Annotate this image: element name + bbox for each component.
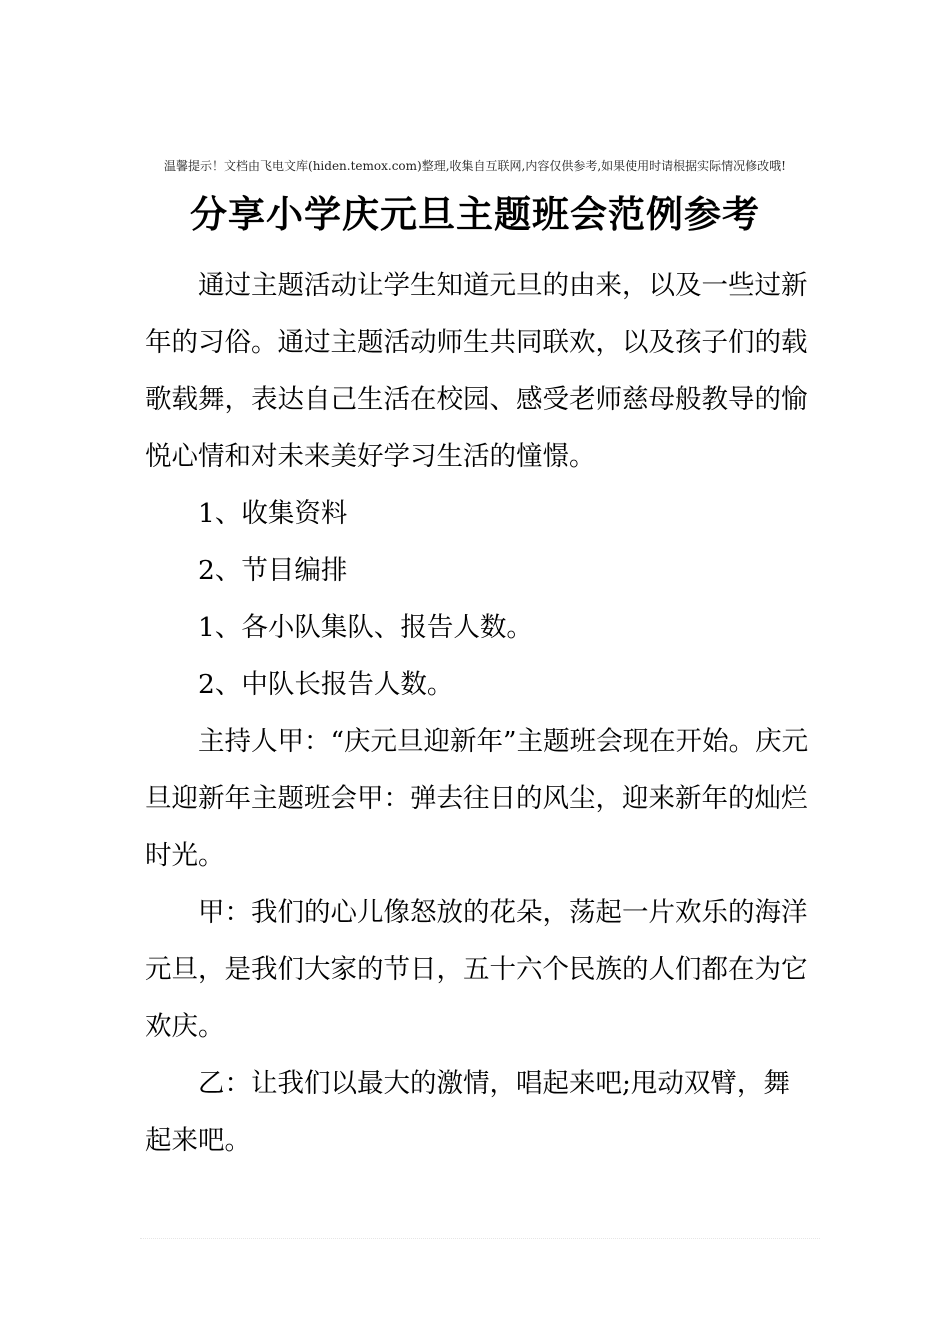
header-notice: 温馨提示！文档由飞电文库(hiden.temox.com)整理,收集自互联网,内容仅供参考,如果使用时请根据实际情况修改哦!: [164, 159, 786, 173]
paragraph-host-a: 主持人甲：“庆元旦迎新年”主题班会现在开始。庆元旦迎新年主题班会甲：弹去往日的风尘，迎来新年的灿烂时光。: [145, 726, 809, 871]
document-body: [145, 257, 810, 1169]
paragraph-item: 1、收集资料: [198, 498, 348, 529]
paragraph-b: 乙：让我们以最大的激情，唱起来吧;甩动双臂，舞起来吧。: [145, 1068, 790, 1156]
footer-divider: [140, 1238, 820, 1240]
paragraph-item: 2、中队长报告人数。: [198, 669, 454, 700]
paragraph-intro: 通过主题活动让学生知道元旦的由来，以及一些过新年的习俗。通过主题活动师生共同联欢，以及孩子们的载歌载舞，表达自己生活在校园、感受老师慈母般教导的愉悦心情和对未来美好学习生活的憧憬。: [145, 270, 808, 472]
document-title: 分享小学庆元旦主题班会范例参考: [190, 192, 760, 236]
paragraph-a: 甲：我们的心儿像怒放的花朵，荡起一片欢乐的海洋元旦，是我们大家的节日，五十六个民族的人们都在为它欢庆。: [145, 897, 808, 1042]
paragraph-item: 1、各小队集队、报告人数。: [198, 612, 533, 643]
paragraph-item: 2、节目编排: [198, 555, 348, 586]
